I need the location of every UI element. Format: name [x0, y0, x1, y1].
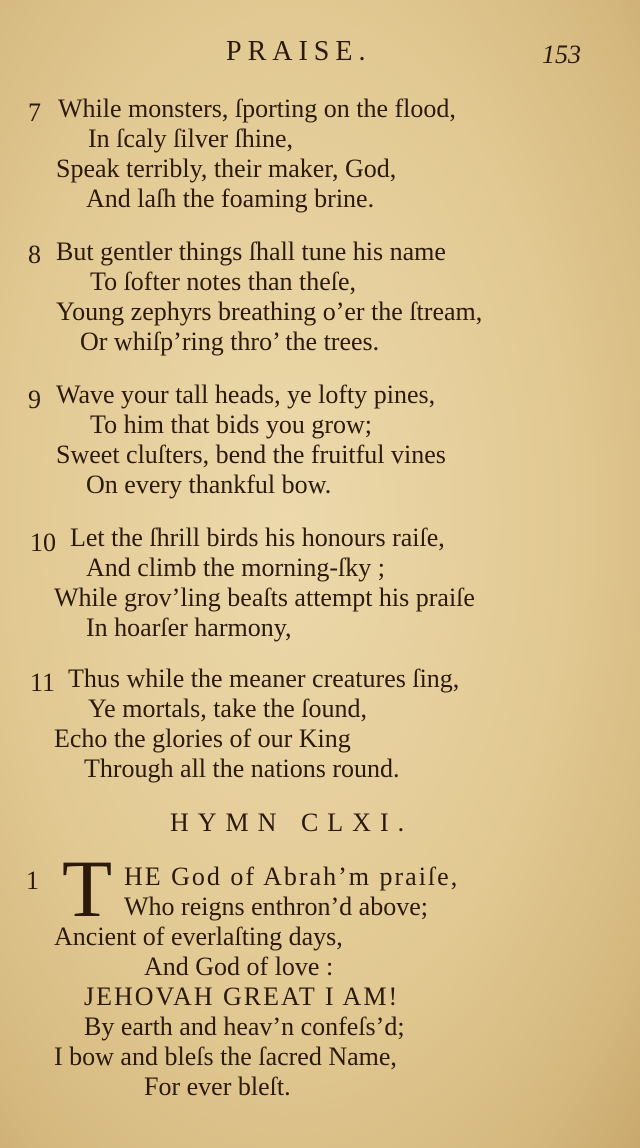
hymn-line: For ever bleſt. — [144, 1072, 291, 1101]
verse-line: To him that bids you grow; — [90, 410, 373, 439]
verse-line: Let the ſhrill birds his honours raiſe, — [70, 523, 445, 552]
page-number: 153 — [542, 40, 581, 69]
verse-line: Thus while the meaner creatures ſing, — [68, 664, 460, 693]
hymn-line: JEHOVAH GREAT I AM! — [84, 982, 400, 1011]
hymn-line: By earth and heav’n confeſs’d; — [84, 1012, 405, 1041]
verse-line: To ſofter notes than theſe, — [90, 267, 357, 296]
verse-line: And climb the morning-ſky ; — [86, 553, 385, 582]
hymn-line: And God of love : — [144, 952, 334, 981]
hymn-line: Who reigns enthron’d above; — [124, 892, 428, 921]
verse-line: Sweet cluſters, bend the fruitful vines — [56, 440, 446, 469]
verse-line: Or whiſp’ring thro’ the trees. — [80, 327, 380, 356]
verse-line: Young zephyrs breathing o’er the ſtream, — [56, 297, 483, 326]
verse-number: 9 — [28, 385, 41, 414]
verse-number: 11 — [30, 668, 56, 697]
verse-line: While monsters, ſporting on the flood, — [58, 94, 456, 123]
verse-line: In ſcaly ſilver ſhine, — [88, 124, 294, 153]
verse-line: And laſh the foaming brine. — [86, 184, 375, 213]
verse-line: Echo the glories of our King — [54, 724, 351, 753]
drop-cap: T — [62, 843, 113, 934]
verse-number: 7 — [28, 98, 41, 127]
running-header: PRAISE. — [226, 36, 372, 67]
verse-line: But gentler things ſhall tune his name — [56, 237, 446, 266]
hymn-line: I bow and bleſs the ſacred Name, — [54, 1042, 397, 1071]
verse-number: 10 — [30, 528, 56, 557]
verse-line: In hoarſer harmony, — [86, 613, 292, 642]
verse-line: Wave your tall heads, ye lofty pines, — [56, 380, 436, 409]
verse-line: Ye mortals, take the ſound, — [88, 694, 367, 723]
hymn-verse-number: 1 — [26, 866, 39, 895]
hymn-title: HYMN CLXI. — [170, 808, 414, 837]
hymn-line: Ancient of everlaſting days, — [54, 922, 343, 951]
verse-number: 8 — [28, 240, 41, 269]
hymn-line: HE God of Abrah’m praiſe, — [124, 862, 460, 891]
verse-line: While grov’ling beaſts attempt his praiſe — [54, 583, 475, 612]
verse-line: Speak terribly, their maker, God, — [56, 154, 397, 183]
verse-line: On every thankful bow. — [86, 470, 332, 499]
verse-line: Through all the nations round. — [84, 754, 400, 783]
